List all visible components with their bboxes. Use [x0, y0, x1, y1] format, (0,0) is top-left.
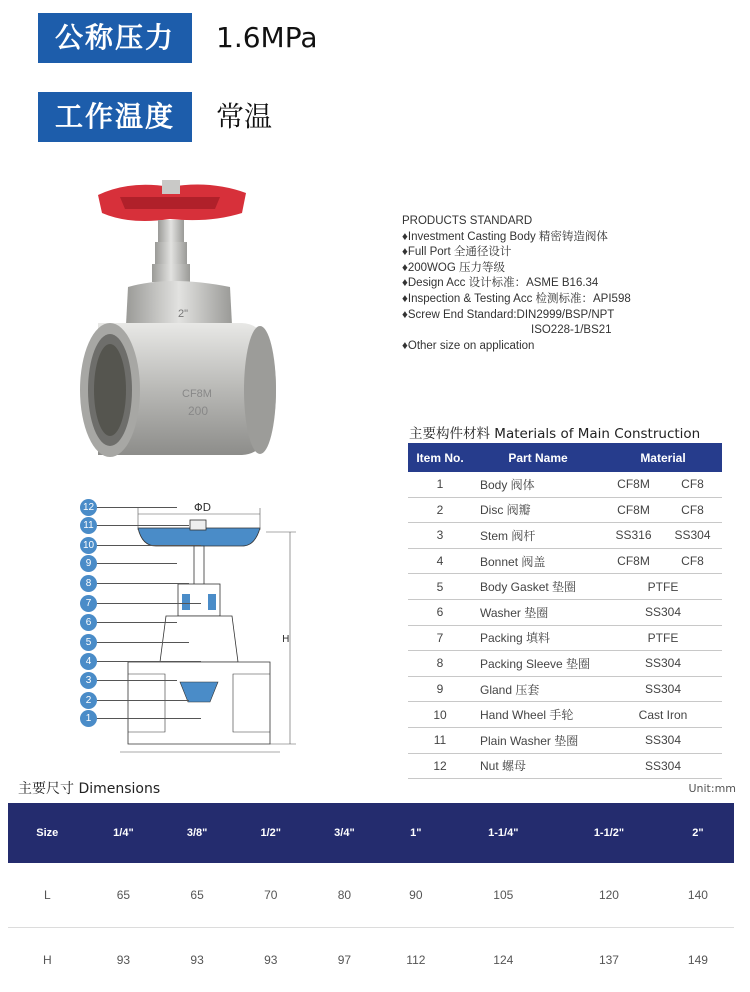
- part-name-cell: Stem 阀杆: [472, 523, 604, 549]
- standard-item-4: ♦Design Acc 设计标准：ASME B16.34: [402, 276, 631, 292]
- material-alt-cell: CF8: [663, 497, 722, 523]
- photo-size-mark: 2": [178, 308, 188, 320]
- material-cell: SS304: [604, 753, 722, 779]
- callout-bubble: 9: [80, 555, 97, 572]
- part-name-cell: Nut 螺母: [472, 753, 604, 779]
- dimension-value-cell: 65: [87, 863, 161, 928]
- size-column-header: 1/4": [87, 803, 161, 863]
- dimension-label-cell: H: [8, 928, 87, 992]
- material-cell: PTFE: [604, 574, 722, 600]
- header-material: Material: [604, 443, 722, 472]
- material-cell: CF8M: [604, 548, 663, 574]
- photo-body-mark: CF8M: [182, 388, 212, 400]
- part-name-cell: Hand Wheel 手轮: [472, 702, 604, 728]
- table-row: [408, 497, 722, 523]
- callout-bubble: 7: [80, 595, 97, 612]
- dimension-value-cell: 149: [662, 928, 734, 992]
- item-no-cell: 9: [408, 676, 472, 702]
- material-cell: Cast Iron: [604, 702, 722, 728]
- dimension-value-cell: 120: [556, 863, 662, 928]
- dimension-value-cell: 105: [450, 863, 556, 928]
- materials-title: 主要构件材料 Materials of Main Construction: [409, 422, 700, 442]
- table-row: [408, 599, 722, 625]
- dimension-label-cell: L: [8, 863, 87, 928]
- standard-item-7: ♦Other size on application: [402, 339, 631, 355]
- dim-d-label: ΦD: [194, 501, 211, 514]
- item-no-cell: 11: [408, 727, 472, 753]
- part-name-cell: Body 阀体: [472, 472, 604, 497]
- callout-leader-line: [97, 563, 177, 564]
- dimension-value-cell: 65: [160, 863, 234, 928]
- standard-item-3: ♦200WOG 压力等级: [402, 261, 631, 277]
- item-no-cell: 3: [408, 523, 472, 549]
- callout-leader-line: [97, 642, 189, 643]
- size-header: Size: [8, 803, 87, 863]
- dimension-value-cell: 93: [160, 928, 234, 992]
- standard-item-1: ♦Investment Casting Body 精密铸造阀体: [402, 230, 631, 246]
- callout-leader-line: [97, 680, 177, 681]
- item-no-cell: 8: [408, 651, 472, 677]
- table-row: [408, 574, 722, 600]
- materials-table: [408, 443, 722, 779]
- callout-leader-line: [97, 507, 177, 508]
- callout-bubble: 3: [80, 672, 97, 689]
- callout-bubble: 10: [80, 537, 97, 554]
- part-name-cell: Washer 垫圈: [472, 599, 604, 625]
- table-row: [8, 863, 734, 928]
- dimension-value-cell: 80: [308, 863, 382, 928]
- callout-leader-line: [97, 583, 189, 584]
- dimensions-table: [8, 803, 734, 992]
- dimension-value-cell: 112: [381, 928, 450, 992]
- table-row: [408, 523, 722, 549]
- part-name-cell: Bonnet 阀盖: [472, 548, 604, 574]
- material-cell: SS304: [604, 599, 722, 625]
- callout-leader-line: [97, 545, 201, 546]
- size-column-header: 1-1/2": [556, 803, 662, 863]
- callout-bubble: 5: [80, 634, 97, 651]
- callout-bubble: 11: [80, 517, 97, 534]
- table-row: [408, 548, 722, 574]
- callout-leader-line: [97, 718, 201, 719]
- dimension-value-cell: 70: [234, 863, 308, 928]
- dimension-value-cell: 124: [450, 928, 556, 992]
- pressure-value: 1.6MPa: [216, 13, 317, 63]
- callout-leader-line: [97, 700, 189, 701]
- dimension-value-cell: 140: [662, 863, 734, 928]
- material-alt-cell: SS304: [663, 523, 722, 549]
- part-name-cell: Packing 填料: [472, 625, 604, 651]
- size-column-header: 1": [381, 803, 450, 863]
- part-name-cell: Body Gasket 垫圈: [472, 574, 604, 600]
- item-no-cell: 1: [408, 472, 472, 497]
- material-cell: CF8M: [604, 472, 663, 497]
- table-row: [408, 676, 722, 702]
- standard-title: PRODUCTS STANDARD: [402, 214, 631, 230]
- standard-item-5: ♦Inspection & Testing Acc 检测标准：API598: [402, 292, 631, 308]
- table-row: [408, 651, 722, 677]
- callout-leader-line: [97, 525, 189, 526]
- dimension-value-cell: 90: [381, 863, 450, 928]
- callout-bubble: 1: [80, 710, 97, 727]
- size-column-header: 2": [662, 803, 734, 863]
- material-cell: CF8M: [604, 497, 663, 523]
- dimensions-title: 主要尺寸 Dimensions: [18, 778, 160, 798]
- material-cell: SS304: [604, 727, 722, 753]
- part-name-cell: Plain Washer 垫圈: [472, 727, 604, 753]
- table-row: [408, 472, 722, 497]
- item-no-cell: 10: [408, 702, 472, 728]
- dim-h-label: H: [282, 634, 290, 645]
- pressure-label-badge: 公称压力: [38, 13, 192, 63]
- table-row: [408, 753, 722, 779]
- table-row: [408, 702, 722, 728]
- material-cell: SS304: [604, 651, 722, 677]
- table-row: [408, 625, 722, 651]
- header-part-name: Part Name: [472, 443, 604, 472]
- dimension-value-cell: 97: [308, 928, 382, 992]
- standard-item-6-cont: ISO228-1/BS21: [402, 323, 631, 339]
- callout-bubble: 12: [80, 499, 97, 516]
- temperature-value: 常温: [216, 92, 272, 142]
- temperature-label-badge: 工作温度: [38, 92, 192, 142]
- table-row: [408, 727, 722, 753]
- products-standard: [402, 214, 631, 354]
- item-no-cell: 2: [408, 497, 472, 523]
- item-no-cell: 4: [408, 548, 472, 574]
- part-name-cell: Disc 阀瓣: [472, 497, 604, 523]
- material-alt-cell: CF8: [663, 472, 722, 497]
- dimension-value-cell: 93: [234, 928, 308, 992]
- callout-leader-line: [97, 622, 177, 623]
- dimension-value-cell: 137: [556, 928, 662, 992]
- size-column-header: 1-1/4": [450, 803, 556, 863]
- material-alt-cell: CF8: [663, 548, 722, 574]
- material-cell: SS304: [604, 676, 722, 702]
- part-name-cell: Gland 压套: [472, 676, 604, 702]
- unit-label: Unit:mm: [688, 782, 736, 795]
- valve-section-drawing: [70, 492, 310, 772]
- callout-leader-line: [97, 603, 201, 604]
- item-no-cell: 5: [408, 574, 472, 600]
- standard-item-6: ♦Screw End Standard:DIN2999/BSP/NPT: [402, 308, 631, 324]
- callout-bubble: 4: [80, 653, 97, 670]
- size-column-header: 1/2": [234, 803, 308, 863]
- valve-photo: [70, 175, 290, 465]
- callout-leader-line: [97, 661, 201, 662]
- size-column-header: 3/4": [308, 803, 382, 863]
- photo-rating-mark: 200: [188, 404, 208, 418]
- size-column-header: 3/8": [160, 803, 234, 863]
- part-name-cell: Packing Sleeve 垫圈: [472, 651, 604, 677]
- item-no-cell: 12: [408, 753, 472, 779]
- item-no-cell: 7: [408, 625, 472, 651]
- dimension-value-cell: 93: [87, 928, 161, 992]
- header-item-no: Item No.: [408, 443, 472, 472]
- callout-bubble: 2: [80, 692, 97, 709]
- callout-bubble: 6: [80, 614, 97, 631]
- table-row: [8, 928, 734, 992]
- standard-item-2: ♦Full Port 全通径设计: [402, 245, 631, 261]
- material-cell: SS316: [604, 523, 663, 549]
- material-cell: PTFE: [604, 625, 722, 651]
- item-no-cell: 6: [408, 599, 472, 625]
- callout-bubble: 8: [80, 575, 97, 592]
